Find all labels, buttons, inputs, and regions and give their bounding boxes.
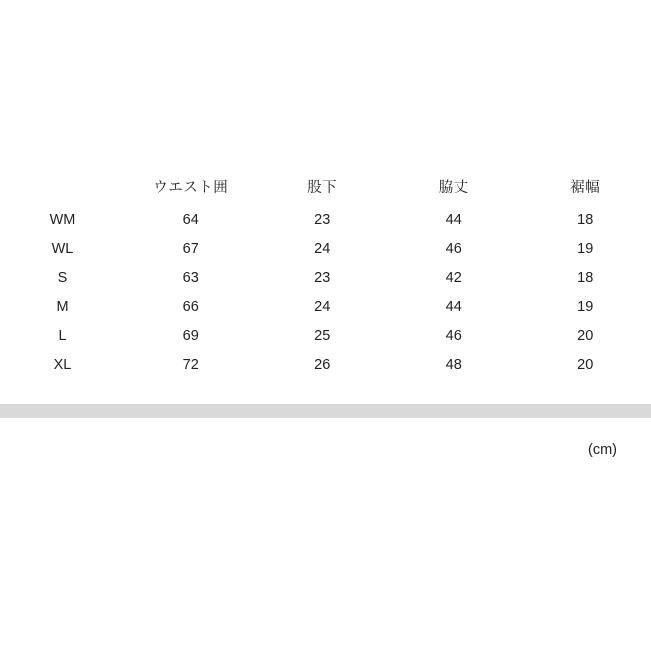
- table-header-row: [0, 170, 651, 206]
- table-corner-cell: [0, 170, 125, 206]
- column-header-waist: ウエスト囲: [153, 179, 229, 196]
- row-header-wl: WL: [51, 241, 74, 258]
- cell-xl-hemwidth: 20: [577, 357, 594, 374]
- size-table-container: [0, 170, 651, 380]
- row-header-xl: XL: [53, 357, 72, 374]
- row-header-s: S: [57, 270, 68, 287]
- cell-s-sidelength: 42: [445, 270, 462, 287]
- unit-note: (cm): [588, 442, 617, 458]
- size-table: [0, 170, 651, 380]
- table-row: [0, 351, 651, 380]
- cell-m-hemwidth: 19: [577, 299, 594, 316]
- cell-s-hemwidth: 18: [577, 270, 594, 287]
- cell-wl-hemwidth: 19: [577, 241, 594, 258]
- cell-xl-sidelength: 48: [445, 357, 462, 374]
- cell-s-waist: 63: [182, 270, 199, 287]
- row-header-wm: WM: [49, 212, 76, 229]
- cell-m-sidelength: 44: [445, 299, 462, 316]
- column-header-sidelength: 脇丈: [438, 179, 469, 196]
- cell-xl-inseam: 26: [314, 357, 331, 374]
- cell-wm-hemwidth: 18: [577, 212, 594, 229]
- cell-wm-waist: 64: [182, 212, 199, 229]
- table-row: [0, 322, 651, 351]
- cell-l-hemwidth: 20: [577, 328, 594, 345]
- cell-m-waist: 66: [182, 299, 199, 316]
- table-row: [0, 206, 651, 235]
- row-header-l: L: [58, 328, 67, 345]
- cell-m-inseam: 24: [314, 299, 331, 316]
- column-header-inseam: 股下: [307, 179, 338, 196]
- cell-l-waist: 69: [182, 328, 199, 345]
- cell-wl-waist: 67: [182, 241, 199, 258]
- cell-xl-waist: 72: [182, 357, 199, 374]
- cell-s-inseam: 23: [314, 270, 331, 287]
- cell-l-sidelength: 46: [445, 328, 462, 345]
- table-row: [0, 235, 651, 264]
- size-table-body: [0, 206, 651, 380]
- cell-wl-sidelength: 46: [445, 241, 462, 258]
- cell-wm-inseam: 23: [314, 212, 331, 229]
- cell-wl-inseam: 24: [314, 241, 331, 258]
- section-divider: [0, 404, 651, 418]
- table-row: [0, 264, 651, 293]
- size-table-header: [0, 170, 651, 206]
- cell-wm-sidelength: 44: [445, 212, 462, 229]
- table-row: [0, 293, 651, 322]
- cell-l-inseam: 25: [314, 328, 331, 345]
- row-header-m: M: [56, 299, 69, 316]
- column-header-hemwidth: 裾幅: [570, 179, 601, 196]
